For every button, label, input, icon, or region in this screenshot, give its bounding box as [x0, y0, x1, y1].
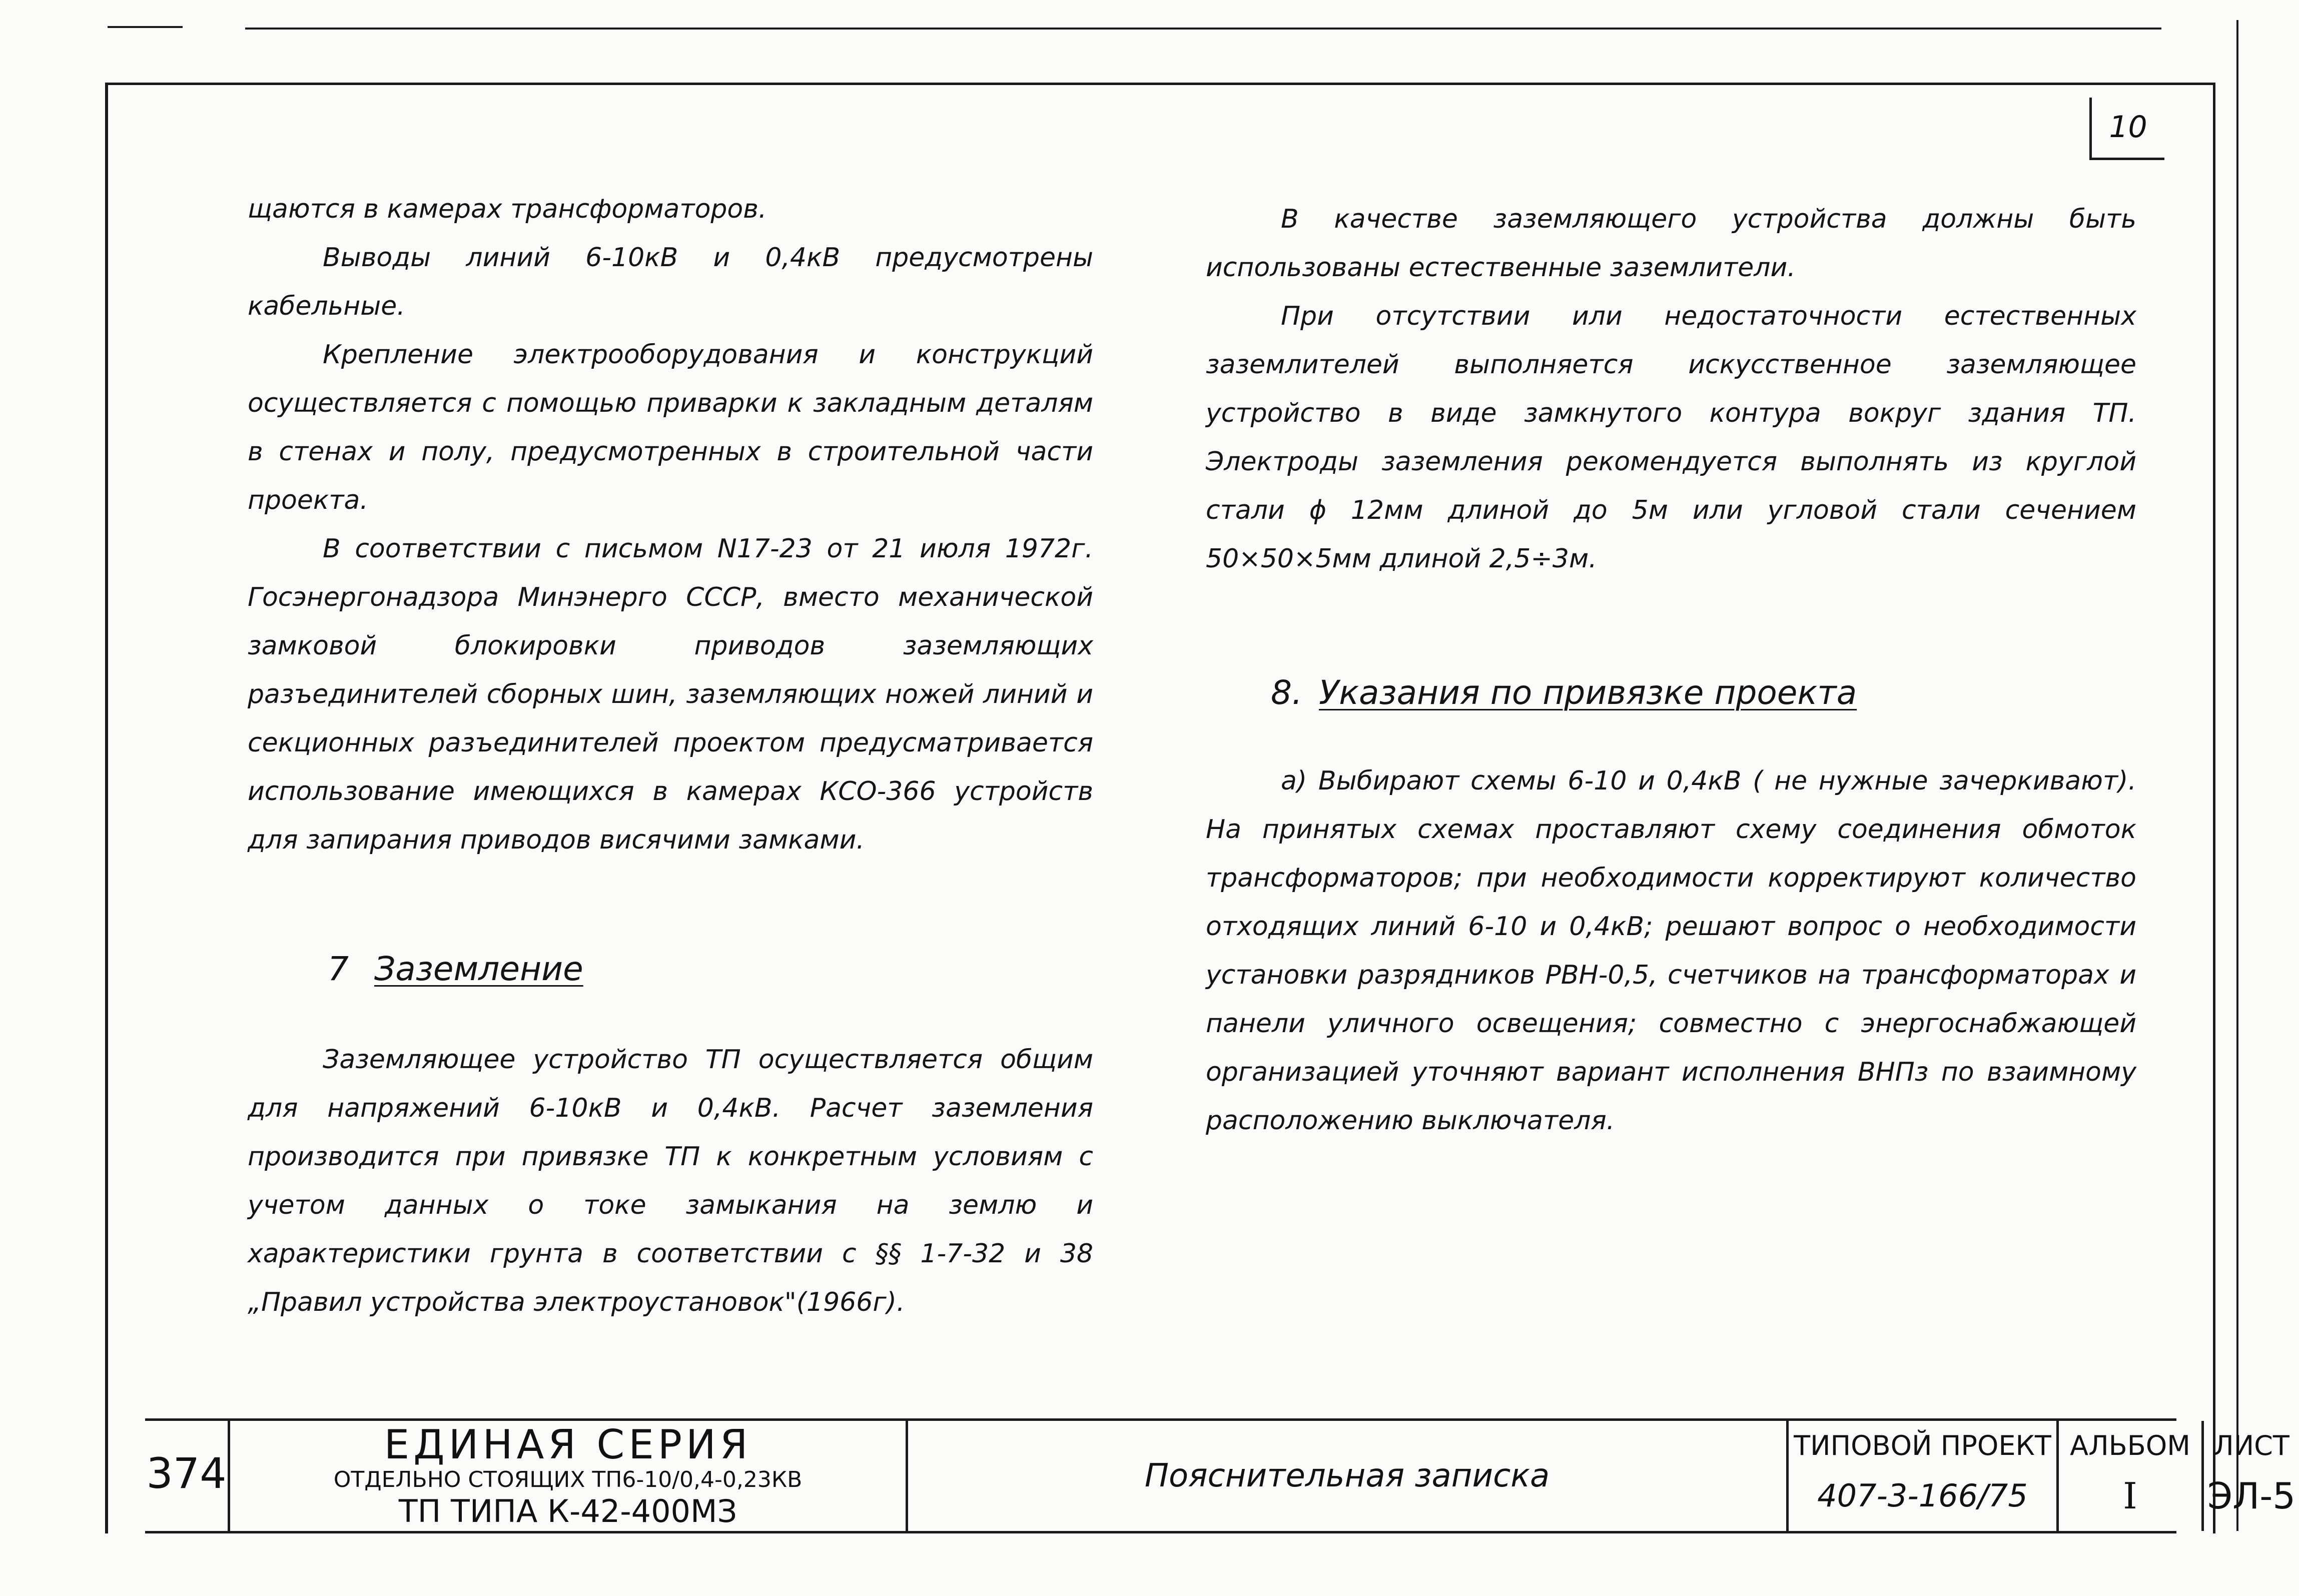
document-name: Пояснительная записка — [1144, 1457, 1550, 1494]
left-paragraph-4: В соответствии с письмом N17-23 от 21 июля 1972г. Госэнергонадзора Минэнерго СССР, вместо механической замковой блокировки приводов заземляющих разъединителей сборных шин, заземляющих ножей линий и секционных разъединителей проектом предусматривается использование имеющихся в камерах КСО-366 устройств для запирания приводов висячими замками. — [248, 534, 1093, 855]
page-number: 10 — [2089, 98, 2164, 160]
project-cell — [1789, 1421, 2056, 1531]
inventory-cell — [145, 1421, 228, 1531]
right-paragraph-2: При отсутствии или недостаточности естественных заземлителей выполняется искусственное заземляющее устройство в виде замкнутого контура вокруг здания ТП. Электроды заземления рекомендуется выполнять из круглой стали ϕ 12мм длиной до 5м или угловой стали сечением 50×50×5мм длиной 2,5÷3м. — [1206, 301, 2136, 574]
left-paragraph-1: щаются в камерах трансформаторов. — [248, 194, 767, 224]
sheet-cell — [2204, 1421, 2299, 1531]
document-name-cell — [908, 1421, 1786, 1531]
section-8-paragraph: а) Выбирают схемы 6-10 и 0,4кВ ( не нужные зачеркивают). На принятых схемах проставляют схему соединения обмоток трансформаторов; при необходимости корректируют количество отходящих линий 6-10 и 0,4кВ; решают вопрос о необходимости установки разрядников РВН-0,5, счетчиков на трансформаторах и панели уличного освещения; совместно с энергоснабжающей организацией уточняют вариант исполнения ВНПз по взаимному расположению выключателя. — [1206, 766, 2136, 1136]
section-7-heading — [328, 945, 1093, 993]
series-title: ЕДИНАЯ СЕРИЯ — [384, 1421, 752, 1468]
sheet-label: ЛИСТ — [2213, 1430, 2289, 1461]
top-edge-line-left — [108, 26, 183, 28]
right-column — [1206, 195, 2136, 1145]
right-edge-line — [2236, 20, 2238, 1531]
section-7-title: Заземление — [374, 950, 583, 988]
album-value: I — [2123, 1475, 2137, 1517]
section-7-paragraph: Заземляющее устройство ТП осуществляется общим для напряжений 6-10кВ и 0,4кВ. Расчет заземления производится при привязке ТП к конкретным условиям с учетом данных о токе замыкания на землю и характеристики грунта в соответствии с §§ 1-7-32 и 38 „Правил устройства электроустановок"(1966г). — [248, 1045, 1093, 1317]
album-label: АЛЬБОМ — [2070, 1430, 2190, 1461]
series-cell — [230, 1421, 906, 1531]
sheet-value: ЭЛ-5 — [2207, 1475, 2296, 1517]
left-column — [248, 185, 1093, 1327]
section-8-heading — [1271, 668, 2136, 717]
top-edge-line — [245, 28, 2161, 30]
album-cell — [2059, 1421, 2201, 1531]
series-type: ТП ТИПА К-42-400МЗ — [398, 1493, 737, 1529]
series-subtitle: ОТДЕЛЬНО СТОЯЩИХ ТП6-10/0,4-0,23КВ — [333, 1467, 803, 1492]
left-paragraph-2: Выводы линий 6-10кВ и 0,4кВ предусмотрены кабельные. — [248, 243, 1093, 321]
project-number: 407-3-166/75 — [1817, 1477, 2028, 1514]
section-8-number: 8. — [1271, 673, 1302, 712]
right-paragraph-1: В качестве заземляющего устройства должны быть использованы естественные заземлители. — [1206, 204, 2136, 283]
inventory-number: 374 — [146, 1449, 227, 1498]
left-paragraph-3: Крепление электрооборудования и конструкций осуществляется с помощью приварки к закладным деталям в стенах и полу, предусмотренных в строительной части проекта. — [248, 340, 1093, 515]
section-8-title: Указания по привязке проекта — [1318, 673, 1857, 712]
title-block — [145, 1418, 2296, 1533]
section-7-number: 7 — [328, 950, 349, 988]
project-label: ТИПОВОЙ ПРОЕКТ — [1794, 1430, 2051, 1461]
